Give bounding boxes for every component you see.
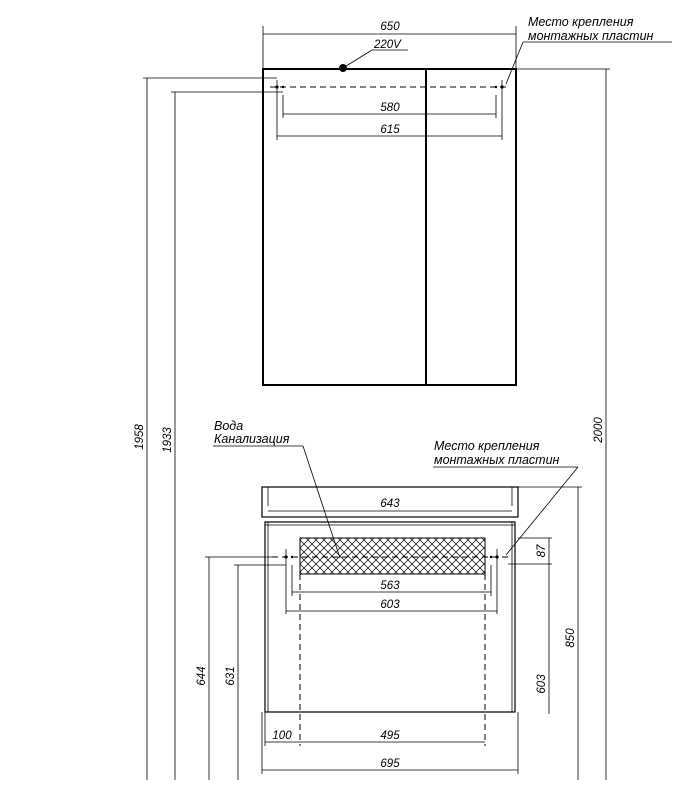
utilities-note-line2: Канализация [214,432,290,446]
dim-603-h-label: 603 [380,599,400,611]
dim-2000-label: 2000 [593,417,605,443]
dim-1933-label: 1933 [162,427,174,453]
dim-695-label: 695 [380,758,400,770]
vanity-mount-note-line1: Место крепления [434,439,540,453]
dim-495-label: 495 [380,730,400,742]
dim-563-label: 563 [380,580,400,592]
dim-850-label: 850 [565,628,577,648]
dim-644-label: 644 [196,666,208,686]
mirror-mount-point-l2 [282,86,284,88]
dim-100-label: 100 [272,730,292,742]
vanity-mount-point-left [284,555,287,558]
mirror-cabinet [263,15,672,385]
dim-650-label: 650 [380,21,400,33]
mirror-mount-note-line1: Место крепления [528,15,634,29]
vanity-mount-point-l2 [291,556,293,558]
vanity-unit [196,419,582,780]
vanity-mount-point-r2 [490,556,492,558]
utilities-note-line1: Вода [214,419,244,433]
utilities-zone-hatch [300,538,485,574]
vanity-mount-note-line2: монтажных пластин [434,453,560,467]
mirror-mount-point-left [275,85,278,88]
dim-631-label: 631 [225,666,237,686]
mirror-mount-point-right [500,85,503,88]
power-label: 220V [374,39,401,51]
dim-643-label: 643 [380,498,400,510]
vanity-mount-point-right [495,555,498,558]
dim-603-v-label: 603 [536,674,548,694]
dim-1958-label: 1958 [134,424,146,450]
dim-615-label: 615 [380,124,400,136]
mirror-cabinet-outline [263,69,516,385]
dim-87-label: 87 [536,544,548,558]
dim-580-label: 580 [380,102,400,114]
mirror-mount-point-r2 [495,86,497,88]
mirror-mount-note-line2: монтажных пластин [528,29,654,43]
